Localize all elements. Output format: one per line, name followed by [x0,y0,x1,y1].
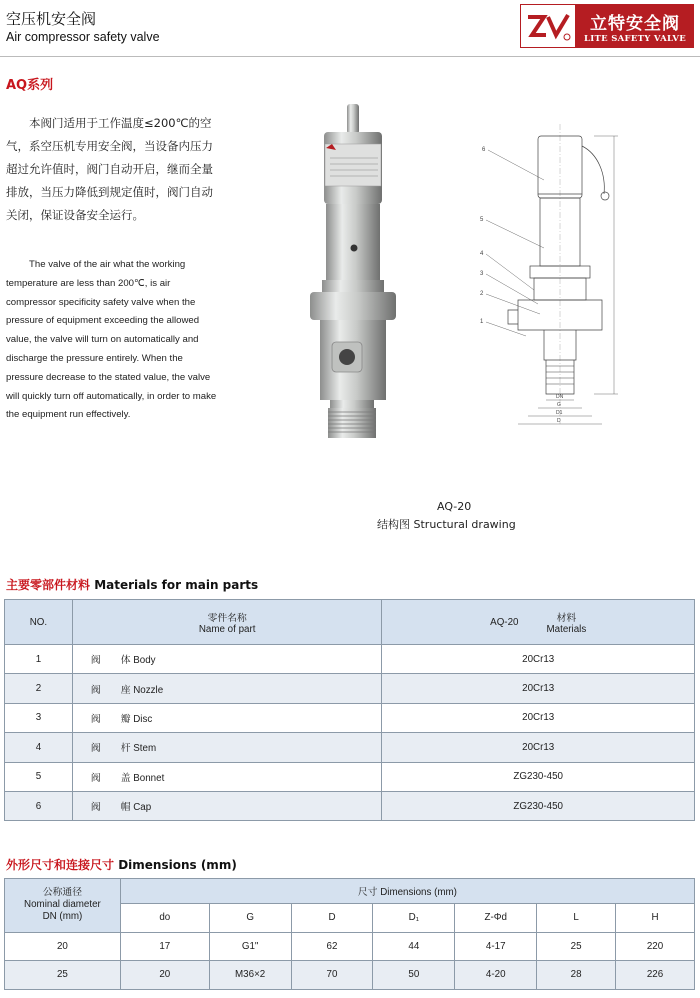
row-part [72,733,382,762]
series-heading: AQ系列 [6,78,54,93]
valve-photo [296,100,416,445]
part-suffix: 杆 [120,743,131,755]
part-name-en: Stem [133,743,157,755]
callout-4: 4 [480,251,484,257]
part-prefix: 阀 [90,684,101,696]
intro-text-en: The valve of the air what the working temperature are less than 200℃, is air compressor specificity safety valve when the pressure of equipment exceeding the allowed value, the valve will turn on automatically and discharge the pressure entirely. When the pressure decrease to the stated value, the valve will quickly turn off automatically, in order to make the equipment run effectively. [6,259,217,421]
table-row [5,961,695,990]
row-material: ZG230-450 [382,791,695,820]
col-materials-cn: 材料 [556,612,577,624]
page-title: 空压机安全阀 [6,10,97,28]
materials-heading-cn: 主要零部件材料 [6,578,91,592]
materials-table [4,599,695,821]
intro-text-cn: 本阀门适用于工作温度≤200℃的空气，系空压机专用安全阀，当设备内压力超过允许值时，阀门自动开启，继而全量排放，当压力降低到规定值时，阀门自动关闭，保证设备安全运行。 [6,116,213,222]
part-name-en: Disc [133,713,153,725]
table-row [5,703,695,732]
cell-h: 220 [616,932,695,961]
dimensions-table [4,878,695,990]
cell-g: G1" [209,932,291,961]
part-name-en: Bonnet [133,772,165,784]
cell-z-phi-d: 4-17 [455,932,537,961]
table-row [5,674,695,703]
col-d1: D₁ [373,904,455,933]
col-l: L [537,904,616,933]
part-name-en: Nozzle [133,684,164,696]
structural-drawing [468,124,636,430]
materials-heading-en: Materials for main parts [94,578,259,592]
intro-paragraph-en [6,256,218,425]
col-nominal-diameter-cn: 公称通径 [42,887,83,899]
row-part [72,645,382,674]
col-size-group: 尺寸 Dimensions (mm) [120,879,694,904]
row-no: 1 [5,645,73,674]
row-dn: 25 [5,961,121,990]
row-material: ZG230-450 [382,762,695,791]
logo-mark-icon [520,4,576,48]
row-part [72,703,382,732]
cell-g: M36×2 [209,961,291,990]
drawing-model: AQ-20 [437,500,472,513]
part-suffix: 瓣 [120,713,131,725]
intro-paragraph-cn [6,112,216,227]
row-dn: 20 [5,932,121,961]
brand-logo [520,4,694,48]
callout-3: 3 [480,271,484,277]
callout-6: 6 [482,147,486,153]
materials-header-row [5,600,695,645]
cell-d1: 50 [373,961,455,990]
row-no: 3 [5,703,73,732]
cell-d: 62 [291,932,373,961]
callout-1: 1 [480,319,484,325]
cell-do: 20 [120,961,209,990]
table-row [5,791,695,820]
col-nominal-diameter [5,879,121,933]
col-no: NO. [5,600,73,645]
row-part [72,674,382,703]
logo-text-cn: 立特安全阀 [590,13,680,34]
table-row [5,733,695,762]
row-material: 20Cr13 [382,674,695,703]
col-nominal-diameter-unit: DN (mm) [42,911,83,923]
part-suffix: 座 [120,684,131,696]
col-h: H [616,904,695,933]
dim-label-d: D [557,418,561,424]
part-name-en: Cap [133,802,152,814]
col-do: do [120,904,209,933]
callout-2: 2 [480,291,484,297]
row-no: 4 [5,733,73,762]
row-no: 2 [5,674,73,703]
cell-d: 70 [291,961,373,990]
part-suffix: 体 [120,655,131,667]
col-g: G [209,904,291,933]
logo-wordmark [576,9,694,44]
dim-label-dn: DN [556,394,564,400]
cell-l: 28 [537,961,616,990]
col-materials-en: Materials [546,623,587,635]
part-name-en: Body [133,655,156,667]
cell-l: 25 [537,932,616,961]
row-no: 5 [5,762,73,791]
part-suffix: 盖 [120,772,131,784]
col-part-name [72,600,382,645]
part-prefix: 阀 [90,802,101,814]
header-divider [0,56,700,57]
drawing-caption: 结构图 Structural drawing [377,518,516,531]
col-d: D [291,904,373,933]
dimensions-heading [6,856,237,873]
table-row [5,932,695,961]
col-z-phi-d: Z-Φd [455,904,537,933]
part-prefix: 阀 [90,713,101,725]
materials-heading [6,576,258,593]
part-prefix: 阀 [90,772,101,784]
part-suffix: 帽 [120,802,131,814]
dim-label-g: G [557,402,561,408]
dim-label-d1: D1 [556,410,563,416]
table-row [5,762,695,791]
cell-h: 226 [616,961,695,990]
dimensions-heading-en: Dimensions (mm) [118,858,237,872]
row-material: 20Cr13 [382,645,695,674]
cell-z-phi-d: 4-20 [455,961,537,990]
row-part [72,791,382,820]
dimensions-heading-cn: 外形尺寸和连接尺寸 [6,858,115,872]
col-model: AQ-20 [490,616,519,628]
cell-d1: 44 [373,932,455,961]
row-part [72,762,382,791]
row-no: 6 [5,791,73,820]
col-part-name-en: Name of part [198,623,256,635]
col-materials [382,600,695,645]
part-prefix: 阀 [90,655,101,667]
callout-5: 5 [480,217,484,223]
dimensions-header-row [5,879,695,904]
row-material: 20Cr13 [382,733,695,762]
part-prefix: 阀 [90,743,101,755]
col-part-name-cn: 零件名称 [207,612,247,624]
page-subtitle: Air compressor safety valve [6,30,160,44]
col-nominal-diameter-en: Nominal diameter [24,899,101,911]
cell-do: 17 [120,932,209,961]
logo-text-en: LITE SAFETY VALVE [584,33,686,44]
row-material: 20Cr13 [382,703,695,732]
table-row [5,645,695,674]
